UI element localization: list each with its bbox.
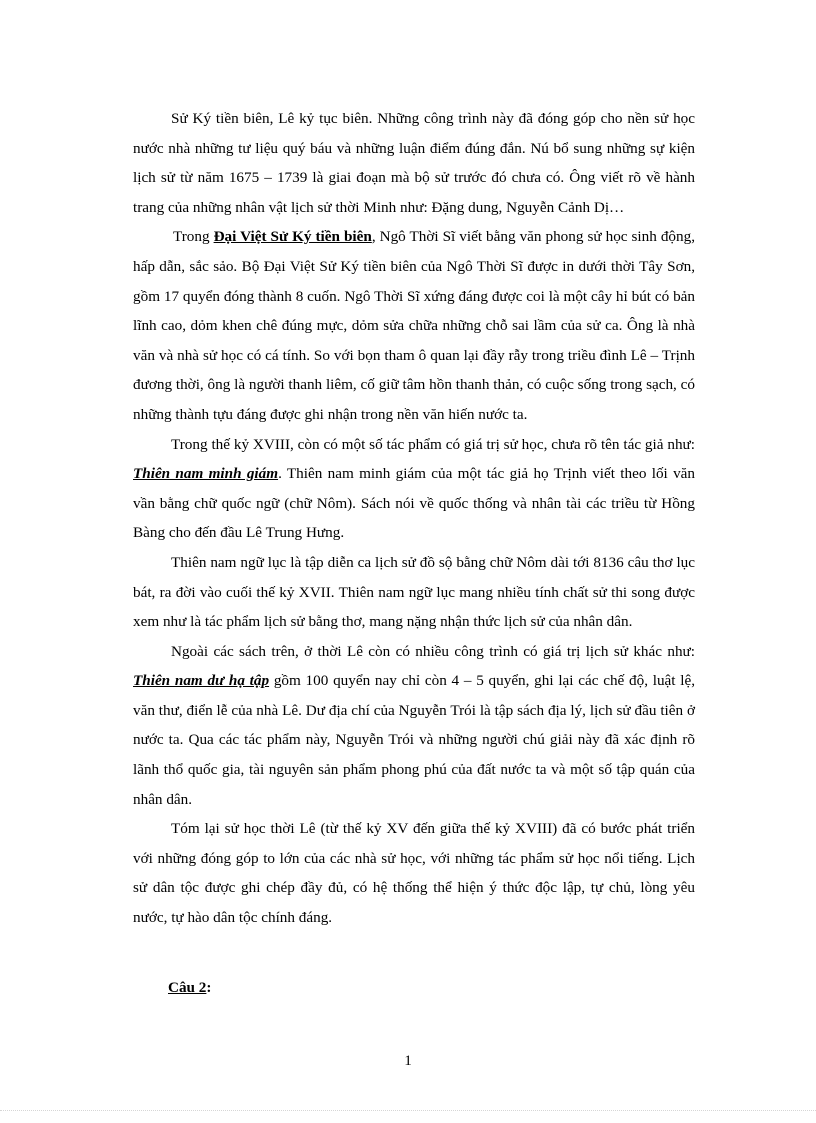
document-body	[133, 104, 695, 1002]
paragraph-6	[133, 814, 695, 932]
paragraph-4	[133, 548, 695, 637]
paragraph-3-text-before: Trong thế kỷ XVIII, còn có một số tác phẩm có giá trị sử học, chưa rõ tên tác giả như:	[171, 435, 695, 453]
section-heading	[133, 973, 695, 1003]
paragraph-3	[133, 430, 695, 548]
paragraph-5-text-before: Ngoài các sách trên, ở thời Lê còn có nhiều công trình có giá trị lịch sử khác như:	[171, 642, 695, 660]
section-heading-suffix: :	[206, 978, 212, 996]
paragraph-1	[133, 104, 695, 222]
title-dai-viet-su-ky-tien-bien: Đại Việt Sử Ký tiền biên	[213, 228, 372, 246]
paragraph-5-text-after: gồm 100 quyển nay chỉ còn 4 – 5 quyển, ghi lại các chế độ, luật lệ, văn thư, điển lễ của nhà Lê. Dư địa chí của Nguyễn Trói là tập sách địa lý, lịch sử đầu tiên ở nước ta. Qua các tác phẩm này, Nguyễn Trói và những người chú giải này đã xác định rõ lãnh thổ quốc gia, tài nguyên sản phẩm phong phú của đất nước ta và một số tập quán của nhân dân.	[133, 672, 696, 808]
page-number: 1	[404, 1052, 412, 1069]
paragraph-2-text-after: , Ngô Thời Sĩ viết bằng văn phong sử học sinh động, hấp dẫn, sắc sảo. Bộ Đại Việt Sử Ký tiền biên của Ngô Thời Sĩ được in dưới thời Tây Sơn, gồm 17 quyển đóng thành 8 cuốn. Ngô Thời Sĩ xứng đáng được coi là một cây hỉ bút có bản lĩnh cao, dỏm khen chê đúng mực, dỏm sửa chữa những chỗ sai lầm của sử ca. Ông là nhà văn và nhà sử học có cá tính. So với bọn tham ô quan lại đầy rẫy trong triều đình Lê – Trịnh đương thời, ông là người thanh liêm, cố giữ tâm hồn thanh thản, có cuộc sống trong sạch, có những thành tựu đáng được ghi nhận trong nền văn hiến nước ta.	[133, 228, 696, 423]
section-heading-label: Câu 2	[168, 978, 207, 996]
paragraph-3-text-after: . Thiên nam minh giám của một tác giả họ Trịnh viết theo lối văn vần bằng chữ quốc ngữ (chữ Nôm). Sách nói về quốc thống và nhân tài các triều từ Hồng Bàng cho đến đầu Lê Trung Hưng.	[133, 465, 695, 542]
paragraph-1-text: Sử Ký tiền biên, Lê kỷ tục biên. Những công trình này đã đóng góp cho nền sử học nước nhà những tư liệu quý báu và những luận điểm đúng đắn. Nú bổ sung những sự kiện lịch sử từ năm 1675 – 1739 là giai đoạn mà bộ sử trước đó chưa có. Ông viết rõ về hành trang của những nhân vật lịch sử thời Minh như: Đặng dung, Nguyễn Cảnh Dị…	[133, 110, 695, 216]
paragraph-2	[133, 222, 695, 429]
paragraph-5	[133, 637, 695, 815]
paragraph-4-text: Thiên nam ngữ lục là tập diễn ca lịch sử đồ sộ bằng chữ Nôm dài tới 8136 câu thơ lục bát, ra đời vào cuối thế kỷ XVII. Thiên nam ngữ lục mang nhiều tính chất sử thi song được xem như là tác phẩm lịch sử bằng thơ, mang nặng nhận thức lịch sử của nhân dân.	[133, 553, 695, 631]
title-thien-nam-minh-giam: Thiên nam minh giám	[133, 465, 279, 483]
page-bottom-divider	[0, 1110, 816, 1111]
title-thien-nam-du-ha-tap: Thiên nam dư hạ tập	[133, 672, 270, 690]
paragraph-2-text-before: Trong	[173, 228, 214, 246]
paragraph-6-text: Tóm lại sử học thời Lê (từ thế kỷ XV đến giữa thế kỷ XVIII) đã có bước phát triển với những đóng góp to lớn của các nhà sử học, với những tác phẩm sử học nổi tiếng. Lịch sử dân tộc được ghi chép đầy đủ, có hệ thống thể hiện ý thức độc lập, tự chủ, lòng yêu nước, tự hào dân tộc chính đáng.	[133, 820, 695, 927]
